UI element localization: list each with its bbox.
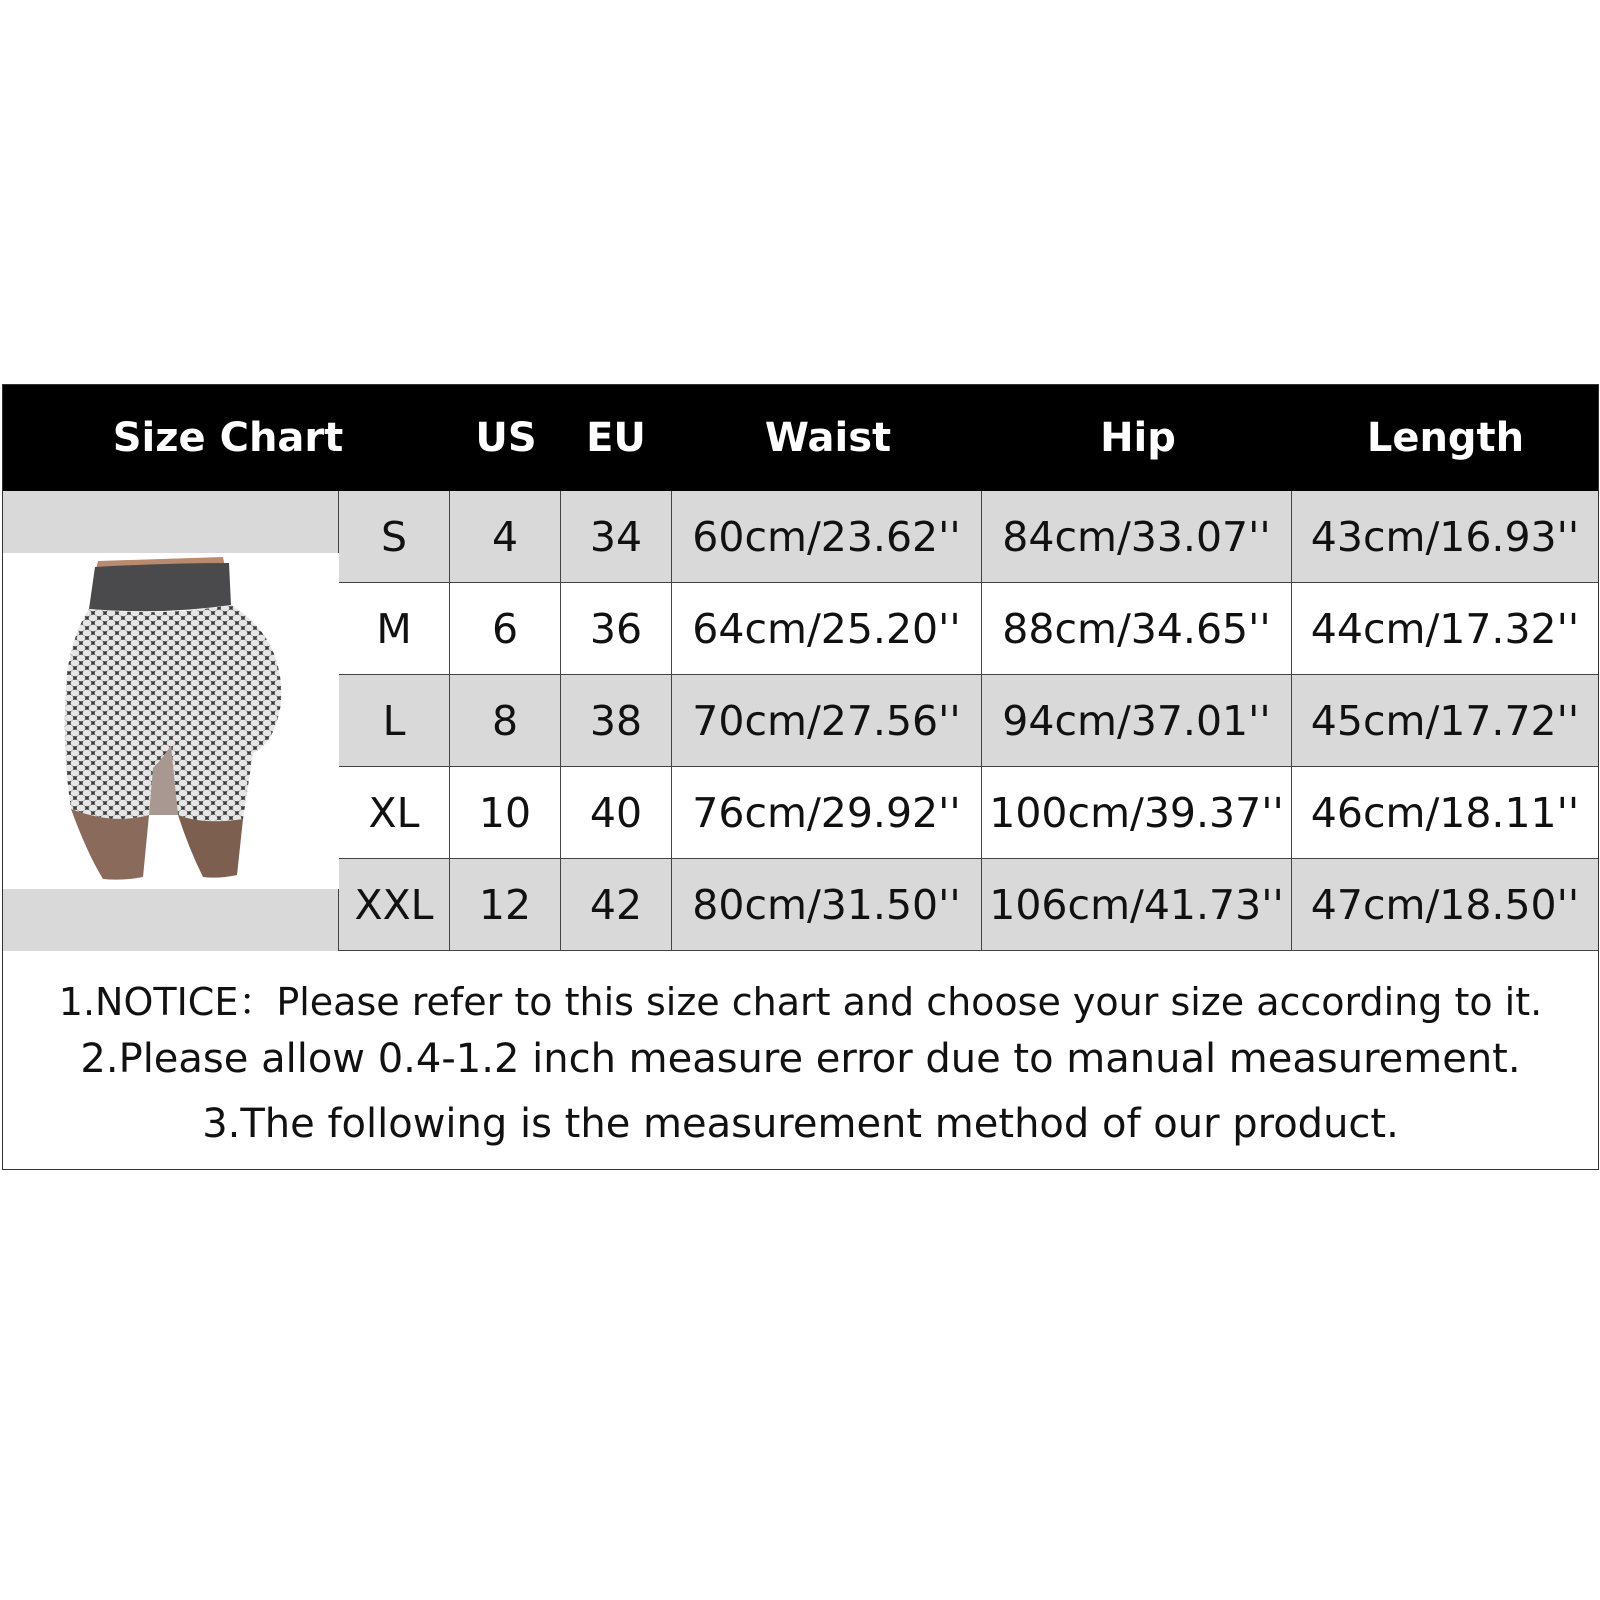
cell-length: 43cm/16.93'' [1292,491,1598,583]
column-length: Length [1366,415,1525,461]
cell-length: 47cm/18.50'' [1292,859,1598,951]
cell-eu: 36 [561,583,672,675]
cell-hip: 106cm/41.73'' [982,859,1292,951]
cell-length: 46cm/18.11'' [1292,767,1598,859]
cell-us: 8 [450,675,561,767]
cell-hip: 88cm/34.65'' [982,583,1292,675]
cell-waist: 70cm/27.56'' [672,675,982,767]
note-3: 3.The following is the measurement method of our product. [202,1101,1399,1147]
size-chart-sheet [2,384,1599,1170]
cell-waist: 60cm/23.62'' [672,491,982,583]
cell-size: S [339,491,450,583]
cell-eu: 40 [561,767,672,859]
column-hip: Hip [1100,415,1176,461]
product-photo-cell [3,491,339,951]
cell-waist: 64cm/25.20'' [672,583,982,675]
column-us: US [475,415,537,461]
cell-us: 6 [450,583,561,675]
cell-us: 10 [450,767,561,859]
cell-size: XL [339,767,450,859]
cell-hip: 100cm/39.37'' [982,767,1292,859]
cell-eu: 42 [561,859,672,951]
cell-us: 4 [450,491,561,583]
cell-eu: 34 [561,491,672,583]
cell-size: XXL [339,859,450,951]
size-table [3,491,1598,951]
cell-eu: 38 [561,675,672,767]
cell-length: 45cm/17.72'' [1292,675,1598,767]
cell-size: M [339,583,450,675]
note-2: 2.Please allow 0.4-1.2 inch measure error due to manual measurement. [80,1036,1521,1082]
cell-waist: 80cm/31.50'' [672,859,982,951]
cell-us: 12 [450,859,561,951]
cell-length: 44cm/17.32'' [1292,583,1598,675]
size-chart-title: Size Chart [112,415,344,461]
table-header [3,385,1598,491]
column-waist: Waist [764,415,892,461]
shorts-image [3,553,339,889]
product-photo [3,553,339,889]
cell-hip: 84cm/33.07'' [982,491,1292,583]
cell-waist: 76cm/29.92'' [672,767,982,859]
notes-section [3,951,1598,1169]
cell-size: L [339,675,450,767]
note-1: 1.NOTICE：Please refer to this size chart and choose your size according to it. [58,980,1543,1024]
cell-hip: 94cm/37.01'' [982,675,1292,767]
column-eu: EU [586,415,646,461]
